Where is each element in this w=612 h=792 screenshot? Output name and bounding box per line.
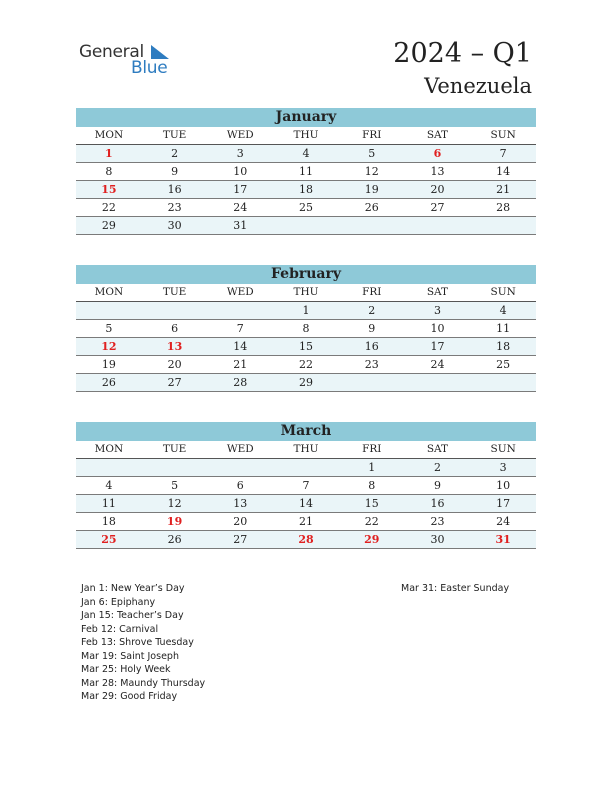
weekday-header-row	[76, 284, 536, 302]
weekday-header-row	[76, 127, 536, 145]
holiday-note: Jan 1: New Year’s Day	[81, 583, 185, 594]
day-cell: 23	[364, 358, 379, 371]
weekday-label: MON	[94, 129, 124, 141]
day-cell: 1	[105, 147, 113, 160]
holiday-note: Feb 12: Carnival	[81, 623, 159, 635]
day-cell: 8	[105, 165, 113, 178]
day-cell: 26	[167, 533, 182, 546]
day-cell: 17	[496, 497, 511, 510]
holiday-note: Feb 13: Shrove Tuesday	[81, 637, 194, 648]
weekday-label: WED	[226, 286, 254, 298]
day-cell: 31	[233, 219, 248, 232]
holiday-note: Jan 15: Teacher’s Day	[81, 610, 184, 621]
weekday-label: MON	[94, 286, 124, 298]
weekday-label: SAT	[426, 443, 449, 455]
month-title: January	[76, 108, 536, 127]
day-cell: 19	[101, 358, 116, 371]
day-cell: 2	[433, 461, 441, 474]
day-cell: 22	[101, 201, 116, 214]
day-cell: 24	[430, 358, 445, 371]
page-title	[393, 38, 532, 100]
day-cell: 23	[167, 201, 182, 214]
weekday-label: SUN	[490, 443, 516, 455]
holiday-note: Mar 25: Holy Week	[81, 664, 171, 675]
day-cell: 13	[166, 340, 183, 353]
weekday-label: WED	[226, 443, 254, 455]
empty-day-cell	[405, 217, 471, 234]
weekday-label: SUN	[490, 286, 516, 298]
day-cell: 12	[167, 497, 182, 510]
day-cell: 19	[364, 183, 379, 196]
day-cell: 25	[496, 358, 511, 371]
day-cell: 22	[364, 515, 379, 528]
weekday-label: FRI	[362, 443, 382, 455]
day-cell: 6	[433, 147, 442, 160]
day-cell: 21	[496, 183, 511, 196]
day-cell: 20	[430, 183, 445, 196]
day-cell: 10	[430, 322, 445, 335]
day-cell: 30	[430, 533, 445, 546]
day-cell: 18	[299, 183, 314, 196]
day-cell: 27	[233, 533, 248, 546]
day-cell: 7	[236, 322, 244, 335]
logo-general-text: General	[79, 42, 144, 62]
day-cell: 3	[236, 147, 244, 160]
week-row	[76, 356, 536, 374]
day-cell: 5	[105, 322, 113, 335]
empty-day-cell	[470, 374, 536, 391]
day-cell: 12	[101, 340, 117, 353]
day-cell: 21	[299, 515, 314, 528]
day-cell: 18	[101, 515, 116, 528]
empty-day-cell	[207, 302, 273, 319]
generalblue-logo	[79, 40, 179, 80]
empty-day-cell	[76, 459, 142, 476]
day-cell: 6	[171, 322, 179, 335]
day-cell: 4	[105, 479, 113, 492]
day-cell: 24	[496, 515, 511, 528]
day-cell: 26	[364, 201, 379, 214]
day-cell: 14	[496, 165, 511, 178]
week-row	[76, 181, 536, 199]
holiday-note: Mar 29: Good Friday	[81, 691, 178, 702]
week-row	[76, 495, 536, 513]
week-row	[76, 302, 536, 320]
day-cell: 13	[430, 165, 445, 178]
day-cell: 5	[171, 479, 179, 492]
day-cell: 9	[368, 322, 376, 335]
weekday-label: SUN	[490, 129, 516, 141]
weekday-label: WED	[226, 129, 254, 141]
month-march	[76, 422, 536, 549]
weekday-label: THU	[293, 443, 319, 455]
day-cell: 4	[302, 147, 310, 160]
weekday-label: FRI	[362, 129, 382, 141]
empty-day-cell	[273, 217, 339, 234]
day-cell: 22	[299, 358, 314, 371]
month-title: February	[76, 265, 536, 284]
empty-day-cell	[142, 459, 208, 476]
day-cell: 15	[364, 497, 379, 510]
day-cell: 28	[496, 201, 511, 214]
empty-day-cell	[405, 374, 471, 391]
day-cell: 2	[171, 147, 179, 160]
day-cell: 28	[298, 533, 314, 546]
holiday-notes-left	[81, 582, 205, 704]
day-cell: 24	[233, 201, 248, 214]
day-cell: 12	[364, 165, 379, 178]
day-cell: 11	[496, 322, 511, 335]
week-row	[76, 217, 536, 235]
week-row	[76, 374, 536, 392]
day-cell: 21	[233, 358, 248, 371]
day-cell: 11	[101, 497, 116, 510]
empty-day-cell	[339, 374, 405, 391]
empty-day-cell	[273, 459, 339, 476]
weekday-label: FRI	[362, 286, 382, 298]
empty-day-cell	[339, 217, 405, 234]
day-cell: 16	[167, 183, 182, 196]
day-cell: 7	[302, 479, 310, 492]
day-cell: 9	[433, 479, 441, 492]
empty-day-cell	[142, 302, 208, 319]
day-cell: 23	[430, 515, 445, 528]
empty-day-cell	[76, 302, 142, 319]
day-cell: 29	[101, 219, 116, 232]
holiday-note: Jan 6: Epiphany	[81, 596, 156, 608]
weekday-label: SAT	[426, 129, 449, 141]
month-title: March	[76, 422, 536, 441]
day-cell: 30	[167, 219, 182, 232]
weekday-header-row	[76, 441, 536, 459]
logo-blue-text: Blue	[131, 58, 168, 78]
day-cell: 25	[101, 533, 117, 546]
weekday-label: THU	[293, 129, 319, 141]
holiday-notes-right	[401, 582, 509, 596]
empty-day-cell	[470, 217, 536, 234]
day-cell: 7	[499, 147, 507, 160]
weekday-label: THU	[293, 286, 319, 298]
week-row	[76, 459, 536, 477]
country-name: Venezuela	[424, 74, 532, 98]
day-cell: 27	[167, 376, 182, 389]
day-cell: 31	[495, 533, 511, 546]
day-cell: 2	[368, 304, 376, 317]
year-quarter: 2024 – Q1	[393, 38, 532, 69]
empty-day-cell	[207, 459, 273, 476]
day-cell: 17	[430, 340, 445, 353]
day-cell: 10	[496, 479, 511, 492]
day-cell: 14	[299, 497, 314, 510]
day-cell: 25	[299, 201, 314, 214]
weekday-label: TUE	[162, 443, 187, 455]
month-january	[76, 108, 536, 235]
week-row	[76, 338, 536, 356]
weekday-label: TUE	[162, 286, 187, 298]
week-row	[76, 199, 536, 217]
day-cell: 4	[499, 304, 507, 317]
day-cell: 15	[101, 183, 117, 196]
day-cell: 8	[302, 322, 310, 335]
day-cell: 27	[430, 201, 445, 214]
weekday-label: SAT	[426, 286, 449, 298]
holiday-note: Mar 31: Easter Sunday	[401, 583, 510, 594]
day-cell: 29	[299, 376, 314, 389]
logo-triangle-icon	[151, 45, 169, 59]
day-cell: 3	[499, 461, 507, 474]
day-cell: 20	[167, 358, 182, 371]
holiday-note: Mar 19: Saint Joseph	[81, 650, 179, 662]
day-cell: 10	[233, 165, 248, 178]
day-cell: 11	[299, 165, 314, 178]
day-cell: 1	[368, 461, 376, 474]
day-cell: 3	[433, 304, 441, 317]
day-cell: 15	[299, 340, 314, 353]
weekday-label: TUE	[162, 129, 187, 141]
day-cell: 19	[166, 515, 183, 528]
day-cell: 17	[233, 183, 248, 196]
weekday-label: MON	[94, 443, 124, 455]
day-cell: 18	[496, 340, 511, 353]
week-row	[76, 477, 536, 495]
day-cell: 16	[364, 340, 379, 353]
day-cell: 9	[171, 165, 179, 178]
day-cell: 1	[302, 304, 310, 317]
holiday-note: Mar 28: Maundy Thursday	[81, 677, 206, 689]
day-cell: 28	[233, 376, 248, 389]
week-row	[76, 531, 536, 549]
day-cell: 29	[364, 533, 380, 546]
week-row	[76, 163, 536, 181]
day-cell: 16	[430, 497, 445, 510]
week-row	[76, 513, 536, 531]
day-cell: 26	[101, 376, 116, 389]
month-february	[76, 265, 536, 392]
day-cell: 5	[368, 147, 376, 160]
day-cell: 14	[233, 340, 248, 353]
day-cell: 20	[233, 515, 248, 528]
week-row	[76, 320, 536, 338]
day-cell: 6	[236, 479, 244, 492]
day-cell: 13	[233, 497, 248, 510]
week-row	[76, 145, 536, 163]
day-cell: 8	[368, 479, 376, 492]
